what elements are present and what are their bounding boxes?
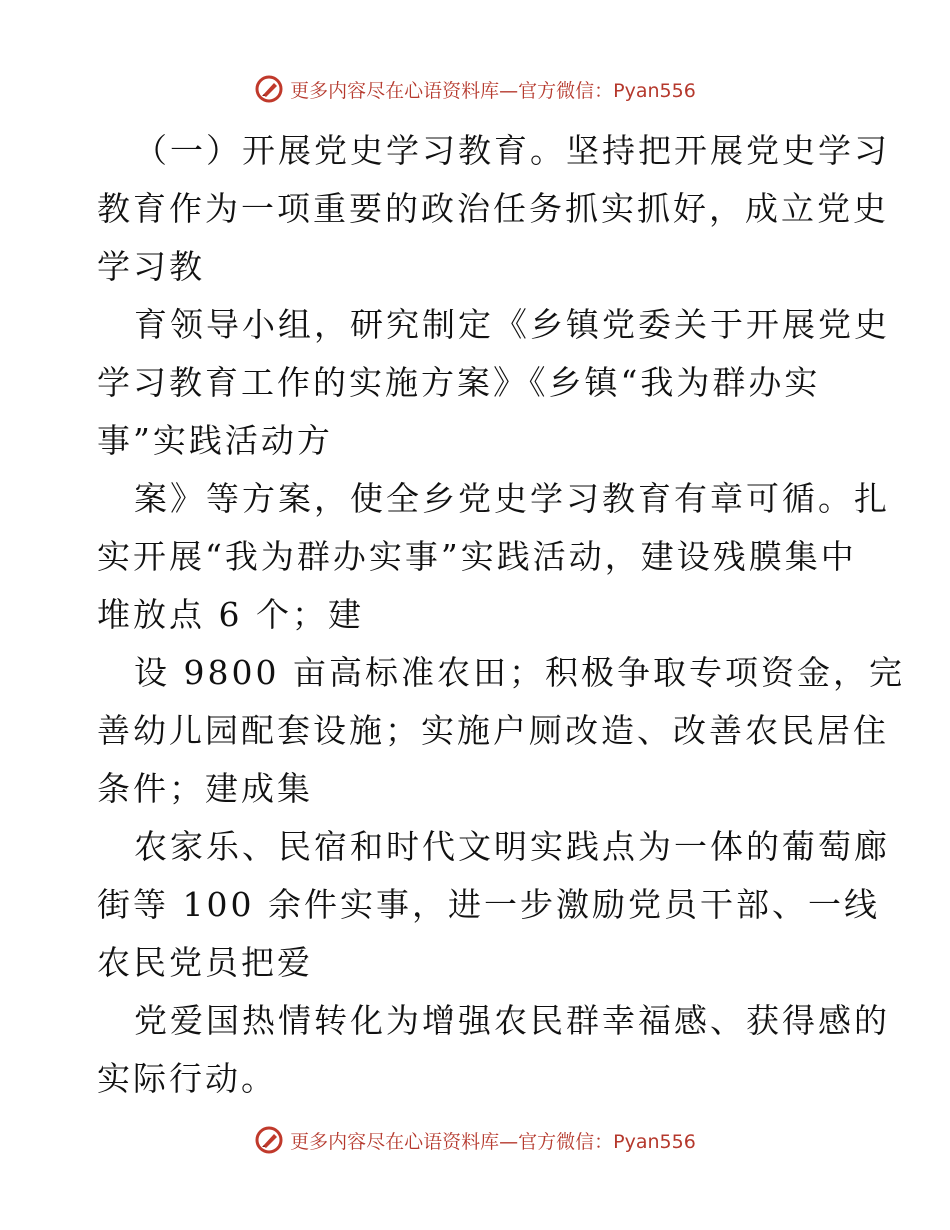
text-line: 学习教育工作的实施方案》《乡镇“我为群办实 <box>97 363 821 402</box>
text-line: 农家乐、民宿和时代文明实践点为一体的葡萄廊 <box>134 827 890 866</box>
footer-banner <box>0 1125 950 1155</box>
document-body <box>97 122 905 1108</box>
text-line: 教育作为一项重要的政治任务抓实抓好，成立党史 <box>97 189 889 228</box>
text-line: 堆放点 6 个；建 <box>97 595 364 634</box>
text-line: 善幼儿园配套设施；实施户厕改造、改善农民居住 <box>97 711 889 750</box>
text-line: （一）开展党史学习教育。坚持把开展党史学习 <box>134 131 890 170</box>
footer-banner-text: 更多内容尽在心语资料库—官方微信：Pyan556 <box>290 1130 696 1153</box>
text-line: 事”实践活动方 <box>97 421 333 460</box>
text-line: 实开展“我为群办实事”实践活动，建设残膜集中 <box>97 537 857 576</box>
text-line: 街等 100 余件实事，进一步激励党员干部、一线 <box>97 885 880 924</box>
text-line: 农民党员把爱 <box>97 943 313 982</box>
text-line: 设 9800 亩高标准农田；积极争取专项资金，完 <box>134 653 905 692</box>
paragraph <box>97 122 905 1108</box>
pen-logo-icon <box>254 74 284 104</box>
text-line: 实际行动。 <box>97 1059 277 1098</box>
text-line: 党爱国热情转化为增强农民群幸福感、获得感的 <box>134 1001 890 1040</box>
header-banner <box>0 74 950 104</box>
header-banner-text: 更多内容尽在心语资料库—官方微信：Pyan556 <box>290 79 696 102</box>
text-line: 条件；建成集 <box>97 769 313 808</box>
text-line: 育领导小组，研究制定《乡镇党委关于开展党史 <box>134 305 890 344</box>
pen-logo-icon <box>254 1125 284 1155</box>
text-line: 案》等方案，使全乡党史学习教育有章可循。扎 <box>134 479 890 518</box>
text-line: 学习教 <box>97 247 205 286</box>
